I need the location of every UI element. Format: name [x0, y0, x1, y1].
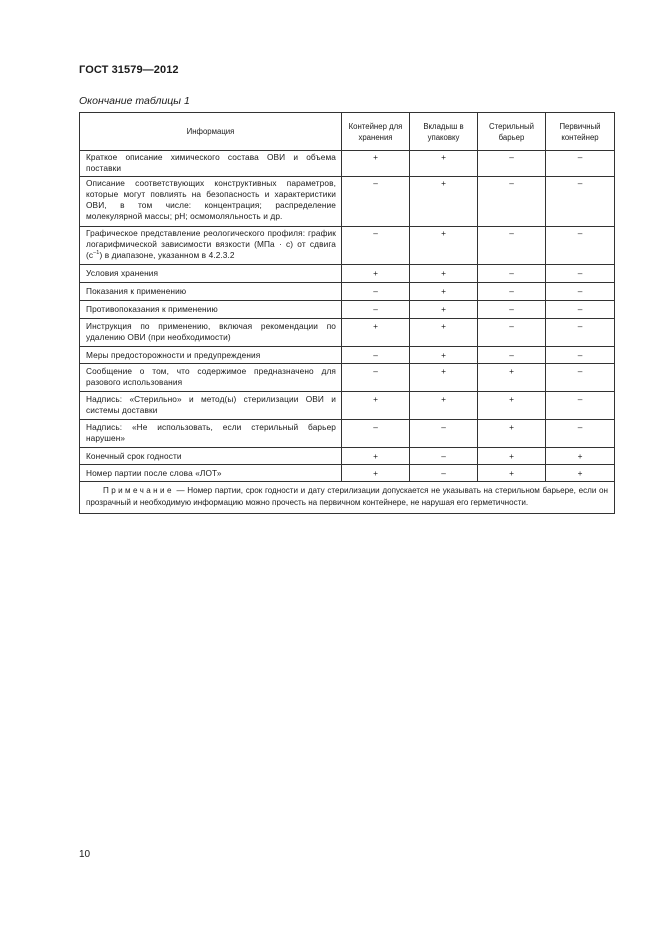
row-info: Меры предосторожности и предупреждения [80, 347, 342, 364]
row-mark: + [546, 448, 615, 465]
row-mark: – [546, 283, 615, 301]
row-mark: – [546, 347, 615, 364]
row-mark: – [546, 364, 615, 392]
row-mark: + [410, 319, 478, 347]
row-mark: – [546, 151, 615, 177]
row-mark: – [478, 283, 546, 301]
row-mark: + [342, 392, 410, 420]
table-row [80, 420, 615, 448]
row-mark: – [342, 227, 410, 265]
table-row [80, 347, 615, 364]
row-mark: – [342, 347, 410, 364]
column-header-package-insert: Вкладыш в упаковку [410, 113, 478, 151]
row-mark: + [410, 177, 478, 227]
table-row [80, 283, 615, 301]
table-row [80, 265, 615, 283]
row-mark: – [478, 347, 546, 364]
table-row [80, 448, 615, 465]
row-info: Сообщение о том, что содержимое предназначено для разового использования [80, 364, 342, 392]
row-mark: + [410, 347, 478, 364]
superscript-exponent: –1 [93, 250, 100, 257]
row-mark: – [342, 283, 410, 301]
row-mark: – [342, 420, 410, 448]
row-mark: + [478, 420, 546, 448]
table-caption: Окончание таблицы 1 [79, 95, 190, 107]
row-mark: – [342, 177, 410, 227]
row-mark: – [546, 392, 615, 420]
row-info [80, 227, 342, 265]
row-mark: – [342, 364, 410, 392]
row-mark: + [478, 364, 546, 392]
row-info: Конечный срок годности [80, 448, 342, 465]
row-info: Надпись: «Стерильно» и метод(ы) стерилизации ОВИ и системы доставки [80, 392, 342, 420]
row-mark: + [410, 283, 478, 301]
row-mark: – [546, 227, 615, 265]
row-info: Надпись: «Не использовать, если стерильный барьер нарушен» [80, 420, 342, 448]
column-header-sterile-barrier: Стерильный барьер [478, 113, 546, 151]
row-mark: – [478, 227, 546, 265]
row-mark: + [410, 227, 478, 265]
row-mark: + [410, 151, 478, 177]
page-number: 10 [79, 849, 91, 860]
row-mark: – [478, 177, 546, 227]
table-row [80, 301, 615, 319]
row-mark: – [410, 420, 478, 448]
row-mark: – [546, 301, 615, 319]
row-info-text: ) в диапазоне, указанном в 4.2.3.2 [99, 250, 235, 260]
row-mark: + [478, 448, 546, 465]
table-row [80, 392, 615, 420]
row-mark: – [478, 151, 546, 177]
row-mark: – [342, 301, 410, 319]
row-mark: + [342, 319, 410, 347]
row-info: Номер партии после слова «ЛОТ» [80, 465, 342, 482]
row-mark: + [410, 301, 478, 319]
row-mark: + [342, 265, 410, 283]
row-mark: – [410, 448, 478, 465]
requirements-table [79, 112, 615, 514]
table-row [80, 465, 615, 482]
row-info: Противопоказания к применению [80, 301, 342, 319]
row-mark: – [546, 177, 615, 227]
table-note [80, 482, 615, 514]
column-header-storage-container: Контейнер для хранения [342, 113, 410, 151]
row-mark: – [478, 265, 546, 283]
table-row [80, 151, 615, 177]
column-header-primary-container: Первичный контейнер [546, 113, 615, 151]
row-mark: + [478, 465, 546, 482]
row-info: Описание соответствующих конструктивных параметров, которые могут повлиять на безопасность и характеристики ОВИ, в том числе: концентрация; распределение молекулярной массы; pH; осмомоляльность и др. [80, 177, 342, 227]
row-info: Показания к применению [80, 283, 342, 301]
row-mark: – [410, 465, 478, 482]
table-note-row [80, 482, 615, 514]
table-row [80, 227, 615, 265]
row-mark: – [478, 319, 546, 347]
note-text: — Номер партии, срок годности и дату стерилизации допускается не указывать на стерильном барьере, если он прозрачный и необходимую информацию можно прочесть на первичном контейнере, не нарушая его герметичности. [86, 486, 608, 507]
row-mark: + [410, 392, 478, 420]
row-mark: – [546, 265, 615, 283]
row-mark: – [546, 319, 615, 347]
row-mark: + [342, 151, 410, 177]
row-mark: – [546, 420, 615, 448]
row-mark: + [410, 364, 478, 392]
row-info: Условия хранения [80, 265, 342, 283]
row-info-text: Графическое представление реологического профиля: график логарифмической зависимости вязкости (МПа · с) от сдвига (с [86, 228, 336, 260]
row-mark: – [478, 301, 546, 319]
note-label: Примечание [103, 486, 174, 495]
row-mark: + [546, 465, 615, 482]
row-info: Краткое описание химического состава ОВИ и объема поставки [80, 151, 342, 177]
table-header-row [80, 113, 615, 151]
document-header: ГОСТ 31579—2012 [79, 64, 179, 76]
table-row [80, 177, 615, 227]
row-mark: + [342, 448, 410, 465]
row-info: Инструкция по применению, включая рекомендации по удалению ОВИ (при необходимости) [80, 319, 342, 347]
column-header-info: Информация [80, 113, 342, 151]
table-row [80, 364, 615, 392]
row-mark: + [478, 392, 546, 420]
table-row [80, 319, 615, 347]
row-mark: + [342, 465, 410, 482]
row-mark: + [410, 265, 478, 283]
